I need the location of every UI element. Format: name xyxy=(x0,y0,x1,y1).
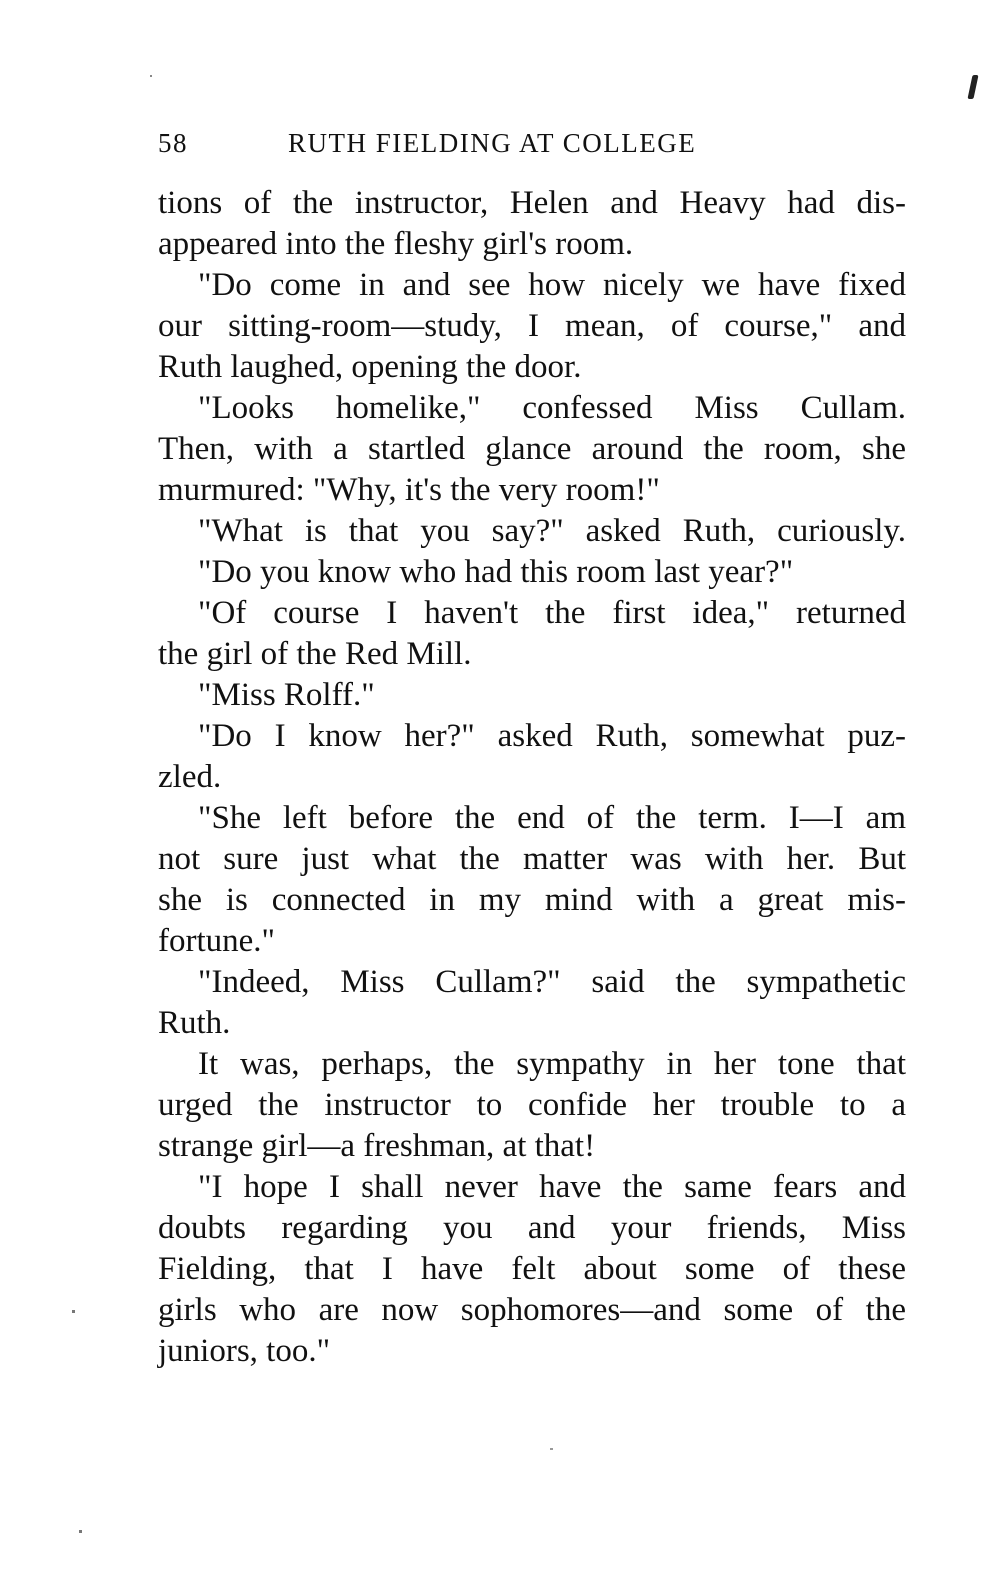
text-line: Ruth. xyxy=(158,1005,231,1041)
body-text xyxy=(158,183,906,1372)
text-line: not sure just what the matter was with her. But xyxy=(158,841,906,877)
text-line: "Of course I haven't the first idea," returned xyxy=(198,595,906,631)
text-line: "Indeed, Miss Cullam?" said the sympathetic xyxy=(198,964,906,1000)
text-line: It was, perhaps, the sympathy in her tone that xyxy=(198,1046,906,1082)
text-line: "Miss Rolff." xyxy=(198,677,375,713)
text-line: "What is that you say?" asked Ruth, curiously. xyxy=(198,513,906,549)
text-line: doubts regarding you and your friends, Miss xyxy=(158,1210,906,1246)
text-line: Then, with a startled glance around the room, she xyxy=(158,431,906,467)
page-number: 58 xyxy=(158,128,188,158)
running-title: RUTH FIELDING AT COLLEGE xyxy=(288,128,697,158)
text-line: "Do I know her?" asked Ruth, somewhat puz- xyxy=(198,718,906,754)
text-line: "I hope I shall never have the same fears and xyxy=(198,1169,906,1205)
scan-speck xyxy=(150,75,152,77)
text-line: "She left before the end of the term. I—I am xyxy=(198,800,906,836)
text-line: strange girl—a freshman, at that! xyxy=(158,1128,596,1164)
text-line: tions of the instructor, Helen and Heavy had dis- xyxy=(158,185,906,221)
text-line: the girl of the Red Mill. xyxy=(158,636,472,672)
text-line: fortune." xyxy=(158,923,276,959)
text-line: girls who are now sophomores—and some of the xyxy=(158,1292,906,1328)
text-line: murmured: "Why, it's the very room!" xyxy=(158,472,660,508)
page-header xyxy=(158,128,906,168)
text-line: urged the instructor to confide her trouble to a xyxy=(158,1087,906,1123)
scan-speck xyxy=(550,1448,553,1450)
text-line: Ruth laughed, opening the door. xyxy=(158,349,582,385)
scan-speck xyxy=(79,1530,82,1533)
text-line: "Do come in and see how nicely we have fixed xyxy=(198,267,906,303)
text-line: she is connected in my mind with a great mis- xyxy=(158,882,906,918)
text-line: "Looks homelike," confessed Miss Cullam. xyxy=(198,390,906,426)
scan-speck xyxy=(967,75,978,99)
text-line: Fielding, that I have felt about some of these xyxy=(158,1251,906,1287)
text-line: our sitting-room—study, I mean, of course," and xyxy=(158,308,906,344)
text-line: juniors, too." xyxy=(158,1333,331,1369)
text-line: "Do you know who had this room last year?" xyxy=(198,554,794,590)
text-line: appeared into the fleshy girl's room. xyxy=(158,226,634,262)
text-line: zled. xyxy=(158,759,222,795)
scan-speck xyxy=(72,1310,75,1313)
